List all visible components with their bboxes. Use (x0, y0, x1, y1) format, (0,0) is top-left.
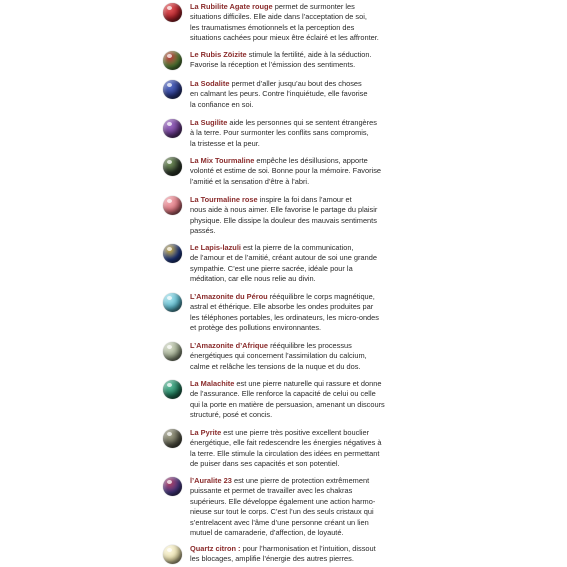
stone-description (190, 292, 405, 334)
description-text: l’amitié et la sensation d’être à l’abri. (190, 176, 310, 186)
description-text: nous aide à nous aimer. Elle favorise le partage du plaisir (190, 205, 378, 215)
stone-name: L’Amazonite du Pérou (190, 292, 268, 301)
stone-description (190, 476, 405, 538)
description-line (190, 486, 405, 496)
stone-bead-icon (163, 380, 182, 399)
description-text: passés. (190, 226, 216, 236)
description-text: astral et éthérique. Elle absorbe les ondes produites par (190, 302, 374, 312)
stone-name: La Sugilite (190, 118, 228, 127)
description-text: permet de surmonter les (272, 2, 355, 11)
description-text: calme et relâche les tensions de la nuque et du dos. (190, 361, 361, 371)
stone-description (190, 379, 405, 421)
description-text: méditation, car elle nous relie au divin. (190, 274, 316, 284)
description-text: empêche les désillusions, apporte (254, 156, 368, 165)
description-line (190, 23, 405, 33)
stone-bead-icon (163, 477, 182, 496)
description-text: mutuel de camaraderie, d’affection, de loyauté. (190, 528, 344, 538)
stone-description (190, 2, 405, 44)
description-line (190, 428, 405, 438)
description-line (190, 118, 405, 128)
description-text: situations difficiles. Elle aide dans l’acceptation de soi, (190, 12, 367, 22)
description-line (190, 274, 405, 284)
description-text: énergétique, elle fait redescendre les énergies négatives à (190, 438, 382, 448)
description-text: et protège des pollutions environnantes. (190, 323, 322, 333)
description-text: de l’assurance. Elle renforce la capacité de celui ou celle (190, 389, 376, 399)
stone-description (190, 428, 405, 470)
description-text: s’entrelacent avec l’âme d’une personne créant un lien (190, 517, 369, 527)
description-text: sympathie. C’est une pierre sacrée, idéale pour la (190, 263, 353, 273)
description-line (190, 449, 405, 459)
description-line (190, 139, 405, 149)
description-text: puissante et permet de travailler avec les chakras (190, 486, 353, 496)
description-text: stimule la fertilité, aide à la séduction. (246, 50, 372, 59)
description-text: rééquilibre les processus (268, 341, 352, 350)
description-line (190, 12, 405, 22)
stone-description (190, 544, 405, 565)
description-line (190, 292, 405, 302)
description-text: à la terre. Pour surmonter les conflits sans compromis, (190, 128, 369, 138)
description-text: permet d’aller jusqu’au bout des choses (229, 79, 362, 88)
description-text: situations cachées pour mieux être éclairé et les affronter. (190, 33, 379, 43)
description-line (190, 459, 405, 469)
description-line (190, 497, 405, 507)
description-line (190, 195, 405, 205)
description-text: la confiance en soi. (190, 99, 254, 109)
description-text: qui la porte en matière de persuasion, amenant un discours (190, 399, 385, 409)
description-line (190, 313, 405, 323)
description-line (190, 351, 405, 361)
description-line (190, 100, 405, 110)
description-text: rééquilibre le corps magnétique, (267, 292, 375, 301)
stone-name: l’Auralite 23 (190, 476, 232, 485)
description-text: supérieurs. Elle développe également une action harmo- (190, 496, 376, 506)
description-line (190, 544, 405, 554)
description-line (190, 79, 405, 89)
description-line (190, 528, 405, 538)
stone-name: Quartz citron : (190, 544, 241, 553)
stone-name: La Pyrite (190, 428, 222, 437)
stone-name: La Malachite (190, 379, 235, 388)
stone-name: La Tourmaline rose (190, 195, 258, 204)
description-text: de l’amour et de l’amitié, créant autour de soi une grande (190, 253, 377, 263)
description-line (190, 389, 405, 399)
description-text: les traumatismes émotionnels et la perception des (190, 22, 355, 32)
stone-bead-icon (163, 157, 182, 176)
description-text: énergétiques qui concernent l’assimilation du calcium, (190, 351, 367, 361)
description-line (190, 438, 405, 448)
stone-bead-icon (163, 545, 182, 564)
description-line (190, 166, 405, 176)
stone-description (190, 118, 405, 149)
description-line (190, 507, 405, 517)
description-text: les téléphones portables, les ordinateurs, les micro-ondes (190, 312, 379, 322)
stone-bead-icon (163, 293, 182, 312)
stone-name: L’Amazonite d’Afrique (190, 341, 269, 350)
description-line (190, 2, 405, 12)
stone-description (190, 243, 405, 285)
description-text: inspire la foi dans l’amour et (257, 195, 352, 204)
description-text: les blocages, amplifie l’énergie des autres pierres. (190, 554, 354, 564)
description-text: volonté et estime de soi. Bonne pour la mémoire. Favorise (190, 166, 382, 176)
stone-description (190, 341, 405, 372)
stone-bead-icon (163, 3, 182, 22)
description-line (190, 226, 405, 236)
stone-bead-icon (163, 119, 182, 138)
description-text: structuré, posé et concis. (190, 410, 273, 420)
description-line (190, 177, 405, 187)
description-text: pour l’harmonisation et l’intuition, dissout (240, 544, 376, 553)
description-text: en calmant les peurs. Contre l’inquiétude, elle favorise (190, 89, 368, 99)
description-line (190, 33, 405, 43)
description-line (190, 205, 405, 215)
stone-description (190, 79, 405, 110)
stone-name: La Mix Tourmaline (190, 156, 255, 165)
description-text: Favorise la réception et l’émission des sentiments. (190, 60, 356, 70)
description-line (190, 243, 405, 253)
description-text: est une pierre de protection extrêmement (231, 476, 370, 485)
stone-description (190, 195, 405, 237)
description-line (190, 253, 405, 263)
description-line (190, 362, 405, 372)
description-text: la tristesse et la peur. (190, 138, 260, 148)
description-line (190, 302, 405, 312)
description-text: physique. Elle dissipe la douleur des mauvais sentiments (190, 215, 377, 225)
description-text: de puiser dans ses capacités et son potentiel. (190, 459, 340, 469)
stone-bead-icon (163, 342, 182, 361)
description-text: nieuse sur tout le corps. C’est l’un des seuls cristaux qui (190, 507, 374, 517)
description-text: la terre. Elle stimule la circulation des idées en permettant (190, 448, 380, 458)
description-line (190, 216, 405, 226)
stone-bead-icon (163, 429, 182, 448)
description-text: aide les personnes qui se sentent étrangères (227, 118, 377, 127)
description-line (190, 156, 405, 166)
stone-description (190, 156, 405, 187)
description-line (190, 264, 405, 274)
description-line (190, 60, 405, 70)
description-text: est la pierre de la communication, (240, 243, 354, 252)
description-line (190, 89, 405, 99)
stone-name: La Sodalite (190, 79, 230, 88)
stone-bead-icon (163, 196, 182, 215)
description-line (190, 50, 405, 60)
description-line (190, 400, 405, 410)
description-line (190, 323, 405, 333)
stone-bead-icon (163, 80, 182, 99)
description-line (190, 410, 405, 420)
description-line (190, 476, 405, 486)
stone-description (190, 50, 405, 71)
description-line (190, 341, 405, 351)
stone-bead-icon (163, 244, 182, 263)
description-line (190, 554, 405, 564)
stone-bead-icon (163, 51, 182, 70)
description-text: est une pierre très positive excellent bouclier (221, 428, 370, 437)
description-line (190, 518, 405, 528)
stone-name: Le Lapis-lazuli (190, 243, 241, 252)
stone-name: Le Rubis Zöizite (190, 50, 247, 59)
stone-name: La Rubilite Agate rouge (190, 2, 273, 11)
description-line (190, 379, 405, 389)
description-line (190, 128, 405, 138)
description-text: est une pierre naturelle qui rassure et donne (234, 379, 382, 388)
